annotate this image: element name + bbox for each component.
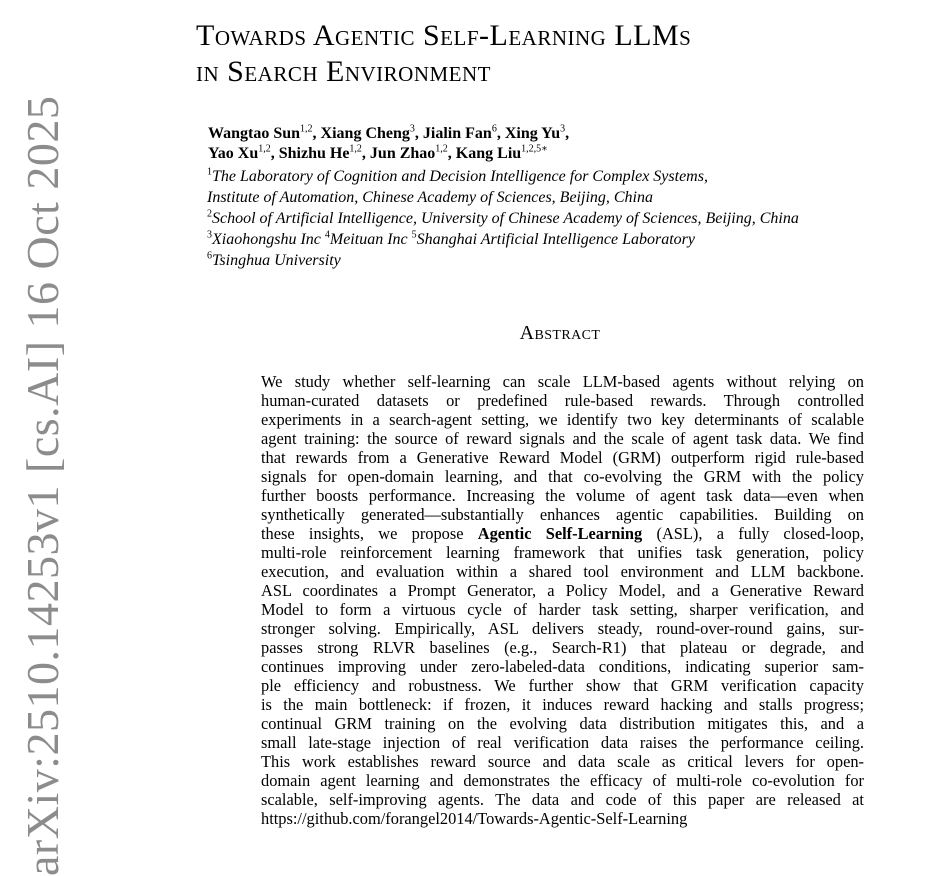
abstract-line: further boosts performance. Increasing the volume of agent task data—even when — [261, 486, 864, 505]
title-line-1: Towards Agentic Self-Learning LLMs — [196, 19, 692, 52]
abstract-text: these insights, we propose — [261, 524, 478, 543]
abstract-line: domain agent learning and demonstrates the efficacy of multi-role co-evolution for — [261, 771, 864, 790]
title-line-2: in Search Environment — [196, 55, 491, 88]
author-separator: , — [414, 125, 423, 142]
abstract-line: ASL coordinates a Prompt Generator, a Policy Model, and a Generative Reward — [261, 581, 864, 600]
author-name: Kang Liu — [455, 145, 522, 162]
abstract-line: signals for open-domain learning, and that co-evolving the GRM with the policy — [261, 467, 864, 486]
author-affil-sup: 3 — [409, 123, 415, 135]
author-name: Jialin Fan — [422, 125, 492, 142]
abstract-line: ple efficiency and robustness. We further show that GRM verification capacity — [261, 676, 864, 695]
abstract-line: is the main bottleneck: if frozen, it induces reward hacking and stalls progress; — [261, 695, 864, 714]
affil-sup: 3 — [207, 229, 212, 241]
abstract-body — [261, 372, 864, 828]
author-name: Wangtao Sun — [208, 125, 301, 142]
author-affil-sup: 1,2 — [258, 143, 271, 155]
abstract-line: human-curated datasets or predefined rule-based rewards. Through controlled — [261, 391, 864, 410]
affiliation-line — [207, 250, 927, 271]
abstract-url-line[interactable]: https://github.com/forangel2014/Towards-Agentic-Self-Learning — [261, 809, 688, 828]
author-affil-sup: 6 — [491, 123, 497, 135]
abstract-line: We study whether self-learning can scale LLM-based agents without relying on — [261, 372, 864, 391]
author-line-2 — [208, 144, 908, 164]
affil-text: Tsinghua University — [212, 252, 341, 269]
affil-text: Institute of Automation, Chinese Academy of Sciences, Beijing, China — [207, 189, 653, 206]
author-separator: , — [496, 125, 505, 142]
abstract-line: that rewards from a Generative Reward Model (GRM) outperform rigid rule-based — [261, 448, 864, 467]
affiliation-line — [207, 229, 927, 250]
affiliation-line — [207, 166, 927, 187]
affil-text: School of Artificial Intelligence, University of Chinese Academy of Sciences, Beijing, China — [212, 210, 799, 227]
affiliation-line — [207, 208, 927, 229]
abstract-line: synthetically generated—substantially enhances agentic capabilities. Building on — [261, 505, 864, 524]
abstract-line: execution, and evaluation within a shared tool environment and LLM backbone. — [261, 562, 864, 581]
affil-sup: 5 — [411, 229, 417, 241]
affiliation-list — [207, 166, 927, 271]
abstract-line: continual GRM training on the evolving data distribution mitigates this, and a — [261, 714, 864, 733]
paper-title — [196, 18, 896, 90]
author-separator: , — [565, 125, 570, 142]
author-line-1 — [208, 124, 908, 144]
abstract-line: multi-role reinforcement learning framework that unifies task generation, policy — [261, 543, 864, 562]
author-name: Yao Xu — [208, 145, 259, 162]
affil-sup: 2 — [207, 208, 212, 220]
abstract-text: (ASL), a fully closed-loop, — [642, 524, 865, 543]
arxiv-identifier: arXiv:2510.14253v1 [cs.AI] 16 Oct 2025 — [17, 95, 68, 876]
affil-text: Shanghai Artificial Intelligence Laboratory — [416, 231, 695, 248]
abstract-line: This work establishes reward source and data scale as critical levers for open- — [261, 752, 864, 771]
abstract-line: Model to form a virtuous cycle of harder task setting, sharper verification, and — [261, 600, 864, 619]
abstract-line: passes strong RLVR baselines (e.g., Search-R1) that plateau or degrade, and — [261, 638, 864, 657]
author-affil-sup: 1,2,5∗ — [521, 143, 548, 155]
author-name: Xiang Cheng — [320, 125, 410, 142]
author-affil-sup: 3 — [560, 123, 566, 135]
author-separator: , — [312, 125, 321, 142]
author-name: Jun Zhao — [369, 145, 436, 162]
abstract-line: stronger solving. Empirically, ASL delivers steady, round-over-round gains, sur- — [261, 619, 864, 638]
abstract-bold-term: Agentic Self-Learning — [477, 524, 643, 543]
abstract-heading: Abstract — [519, 322, 601, 344]
affil-text: Meituan Inc — [329, 231, 412, 248]
abstract-line: agent training: the source of reward signals and the scale of agent task data. We find — [261, 429, 864, 448]
author-name: Xing Yu — [504, 125, 561, 142]
author-affil-sup: 1,2 — [349, 143, 362, 155]
affil-sup: 4 — [324, 229, 330, 241]
author-affil-sup: 1,2 — [435, 143, 448, 155]
affiliation-line — [207, 187, 927, 208]
abstract-line — [261, 524, 864, 543]
author-affil-sup: 1,2 — [300, 123, 313, 135]
abstract-line: scalable, self-improving agents. The data and code of this paper are released at — [261, 790, 864, 809]
affil-text: The Laboratory of Cognition and Decision Intelligence for Complex Systems, — [212, 168, 708, 185]
abstract-line: small late-stage injection of real verification data raises the performance ceiling. — [261, 733, 864, 752]
abstract-line: continues improving under zero-labeled-data conditions, indicating superior sam- — [261, 657, 864, 676]
author-separator: , — [447, 145, 456, 162]
affil-text: Xiaohongshu Inc — [212, 231, 325, 248]
author-list — [208, 124, 908, 164]
affil-sup: 1 — [207, 166, 212, 178]
author-separator: , — [270, 145, 279, 162]
affil-sup: 6 — [207, 250, 212, 262]
abstract-line: experiments in a search-agent setting, we identify two key determinants of scalable — [261, 410, 864, 429]
author-separator: , — [361, 145, 370, 162]
author-name: Shizhu He — [278, 145, 350, 162]
